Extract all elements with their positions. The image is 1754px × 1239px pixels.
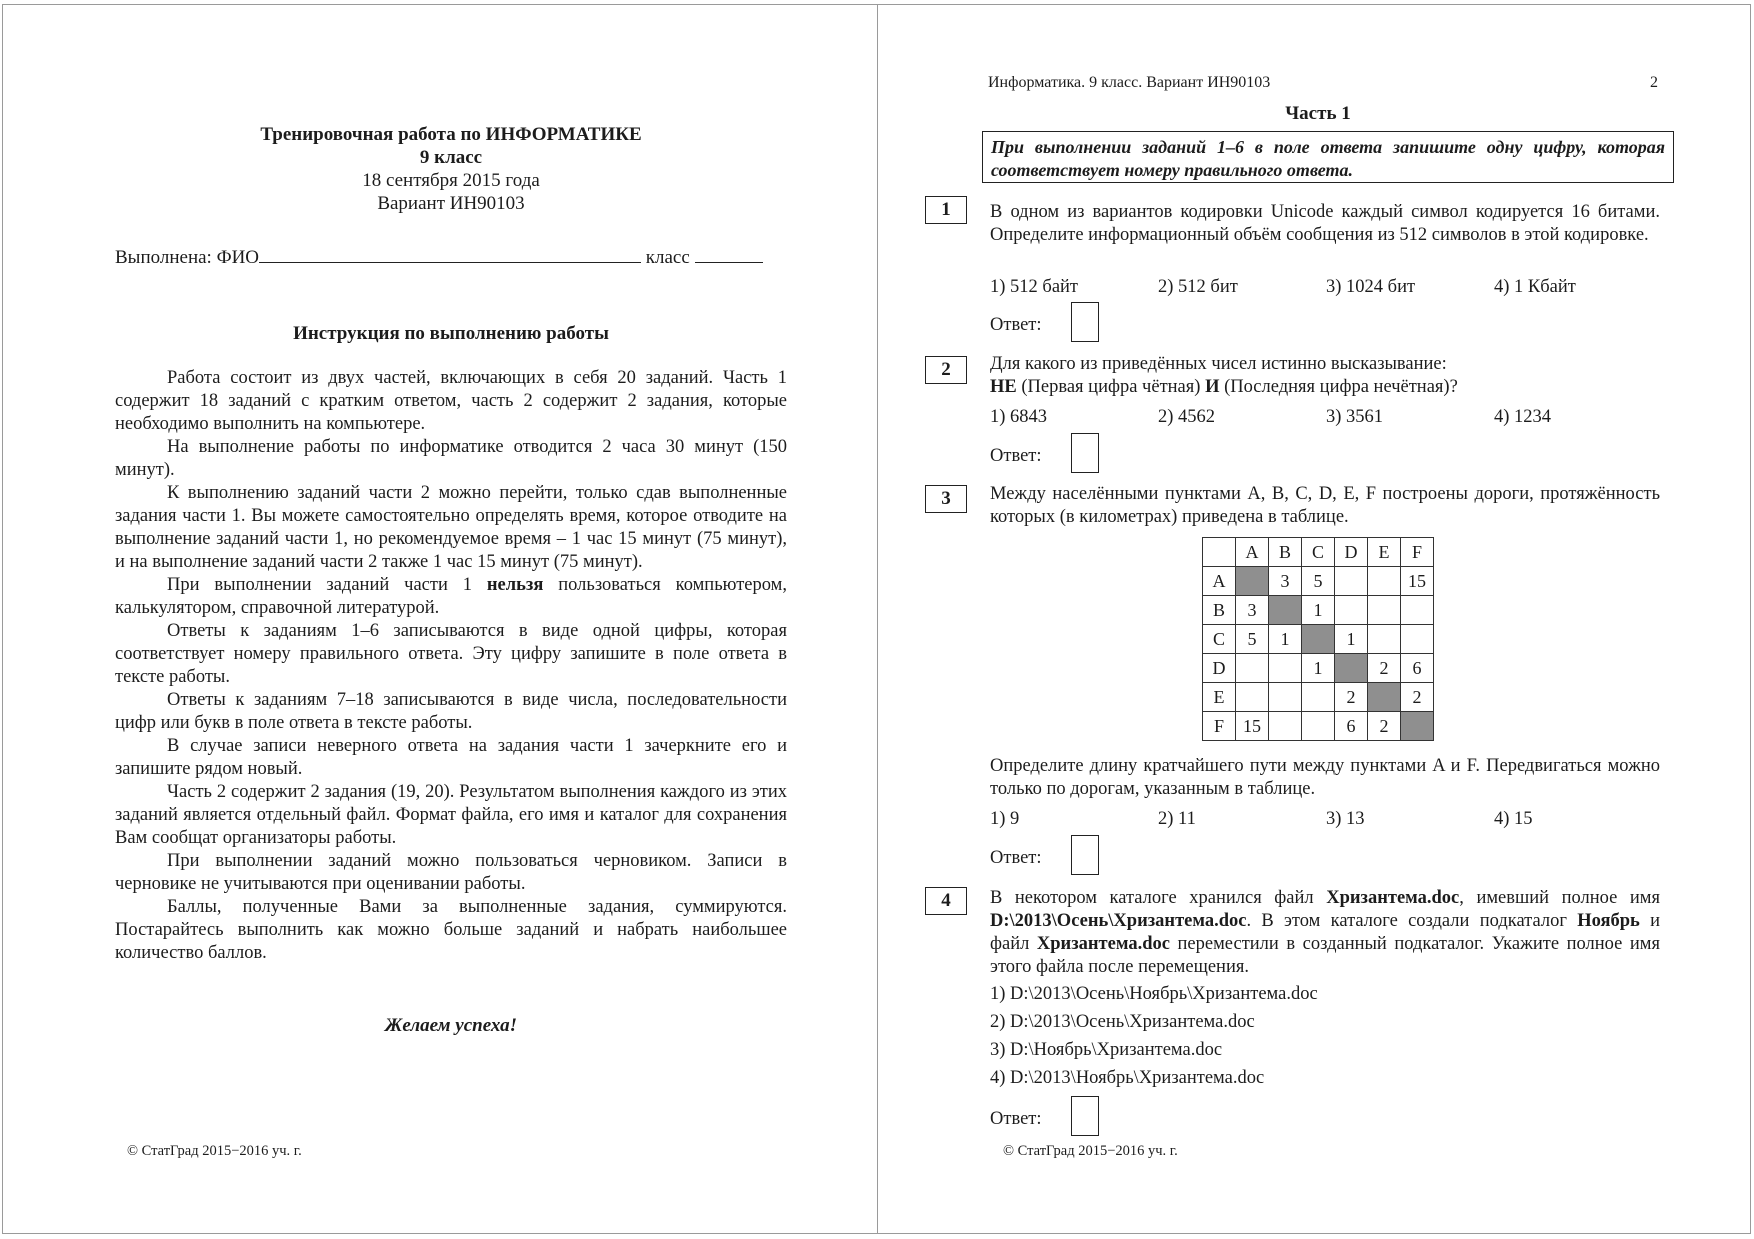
table-cell: 3 [1236, 596, 1269, 625]
option[interactable]: 4) 1234 [1494, 407, 1552, 427]
option[interactable]: 4) 1 Кбайт [1494, 277, 1576, 297]
table-cell [1269, 712, 1302, 741]
options-list [990, 980, 1318, 1092]
option[interactable]: 4) D:\2013\Ноябрь\Хризантема.doc [990, 1068, 1265, 1088]
p4-before: При выполнении заданий части 1 [167, 575, 472, 595]
q2-statement [990, 376, 1660, 399]
answer-input[interactable] [1071, 433, 1099, 473]
table-row [1203, 596, 1434, 625]
option[interactable]: 1) 6843 [990, 407, 1048, 427]
q4-file-2: Хризантема.doc [1036, 934, 1170, 954]
answer-row [990, 446, 1042, 467]
instructions-body [115, 367, 787, 965]
instruction-note: При выполнении заданий 1–6 в поле ответа запишите одну цифру, которая соответствует номеру правильного ответа. [982, 131, 1674, 183]
question-text [990, 353, 1660, 399]
table-cell: 5 [1236, 625, 1269, 654]
table-cell: 6 [1401, 654, 1434, 683]
table-header-cell: C [1302, 538, 1335, 567]
answer-row [990, 1109, 1042, 1130]
page-number: 2 [1650, 74, 1658, 91]
answer-label: Ответ: [990, 848, 1042, 868]
instruction-paragraph: На выполнение работы по информатике отводится 2 часа 30 минут (150 минут). [115, 437, 787, 480]
table-cell [1302, 683, 1335, 712]
fio-label: Выполнена: ФИО [115, 247, 260, 268]
q2-cond2: (Последняя цифра нечётная)? [1224, 377, 1458, 397]
option[interactable]: 1) D:\2013\Осень\Ноябрь\Хризантема.doc [990, 984, 1318, 1004]
question-number: 3 [925, 485, 967, 513]
option[interactable]: 3) 1024 бит [1326, 277, 1416, 297]
question-number: 1 [925, 196, 967, 224]
table-header-cell: B [1269, 538, 1302, 567]
table-cell: 1 [1335, 625, 1368, 654]
variant-label: Вариант ИН90103 [377, 193, 525, 214]
instruction-paragraph: Баллы, полученные Вами за выполненные задания, суммируются. Постарайтесь выполнить как можно больше заданий и набрать наибольшее количество баллов. [115, 897, 787, 963]
q4-t3: . В этом каталоге создали подкаталог [1246, 911, 1567, 931]
q4-t1: В некотором каталоге хранился файл [990, 888, 1314, 908]
table-header-cell: A [1236, 538, 1269, 567]
table-cell: 6 [1335, 712, 1368, 741]
instruction-paragraph: Часть 2 содержит 2 задания (19, 20). Результатом выполнения каждого из этих заданий является отдельный файл. Формат файла, его имя и каталог для сохранения Вам сообщат организаторы работы. [115, 782, 787, 848]
title-block [113, 123, 789, 215]
table-cell [1335, 654, 1368, 683]
class-line[interactable] [695, 246, 763, 263]
copyright-right: © СтатГрад 2015−2016 уч. г. [1003, 1143, 1178, 1159]
option[interactable]: 1) 9 [990, 809, 1020, 829]
table-header-cell: F [1401, 538, 1434, 567]
header-title: Информатика. 9 класс. Вариант ИН90103 [988, 74, 1271, 91]
table-header-cell: D [1335, 538, 1368, 567]
option[interactable]: 3) 13 [1326, 809, 1365, 829]
table-row [1203, 683, 1434, 712]
left-page [2, 4, 878, 1234]
q2-and: И [1205, 377, 1220, 397]
question-number: 4 [925, 887, 967, 915]
table-cell: 2 [1335, 683, 1368, 712]
q2-not: НЕ [990, 377, 1017, 397]
table-cell [1335, 596, 1368, 625]
table-cell [1302, 625, 1335, 654]
table-cell: 2 [1368, 654, 1401, 683]
answer-input[interactable] [1071, 1096, 1099, 1136]
right-page [877, 4, 1751, 1234]
p4-bold: нельзя [486, 575, 544, 595]
option[interactable]: 2) 11 [1158, 809, 1196, 829]
table-header-row [1203, 538, 1434, 567]
table-header-cell [1203, 538, 1236, 567]
table-cell [1368, 596, 1401, 625]
question-text: В одном из вариантов кодировки Unicode каждый символ кодируется 16 битами. Определите информационный объём сообщения из 512 символов в этой кодировке. [990, 202, 1660, 245]
option[interactable]: 1) 512 байт [990, 277, 1079, 297]
q4-folder: Ноябрь [1577, 911, 1640, 931]
table-cell: 1 [1302, 596, 1335, 625]
answer-row [990, 315, 1042, 336]
answer-label: Ответ: [990, 315, 1042, 335]
q4-path: D:\2013\Осень\Хризантема.doc [990, 911, 1247, 931]
question-number: 2 [925, 356, 967, 384]
q4-t2: , имевший полное имя [1459, 888, 1660, 908]
table-row-label: F [1203, 712, 1236, 741]
option[interactable]: 2) 512 бит [1158, 277, 1238, 297]
question-text: Между населёнными пунктами A, B, C, D, E, F построены дороги, протяжённость которых (в километрах) приведена в таблице. [990, 484, 1660, 527]
answer-input[interactable] [1071, 835, 1099, 875]
table-cell: 3 [1269, 567, 1302, 596]
table-cell [1401, 712, 1434, 741]
instruction-paragraph: При выполнении заданий можно пользоваться черновиком. Записи в черновике не учитываются при оценивании работы. [115, 851, 787, 894]
table-row-label: E [1203, 683, 1236, 712]
running-header [988, 74, 1658, 92]
answer-row [990, 848, 1042, 869]
class-label: класс [645, 247, 690, 268]
table-cell [1269, 596, 1302, 625]
q4-t5: переместили в созданный подкаталог. Укажите полное имя этого файла после перемещения. [990, 934, 1661, 977]
option[interactable]: 2) D:\2013\Осень\Хризантема.doc [990, 1012, 1255, 1032]
table-cell [1269, 683, 1302, 712]
instruction-paragraph: В случае записи неверного ответа на задания части 1 зачеркните его и запишите рядом новый. [115, 736, 787, 779]
table-cell [1401, 625, 1434, 654]
instruction-paragraph: Ответы к заданиям 7–18 записываются в виде числа, последовательности цифр или букв в поле ответа в тексте работы. [115, 690, 787, 733]
instruction-paragraph: Работа состоит из двух частей, включающих в себя 20 заданий. Часть 1 содержит 18 заданий с кратким ответом, часть 2 содержит 2 задания, которые необходимо выполнить на компьютере. [115, 368, 787, 434]
table-cell: 2 [1368, 712, 1401, 741]
table-row [1203, 654, 1434, 683]
table-cell: 15 [1401, 567, 1434, 596]
copyright-left: © СтатГрад 2015−2016 уч. г. [127, 1143, 302, 1159]
table-row [1203, 567, 1434, 596]
table-cell: 2 [1401, 683, 1434, 712]
table-row-label: B [1203, 596, 1236, 625]
q4-file: Хризантема.doc [1326, 888, 1460, 908]
table-cell: 1 [1269, 625, 1302, 654]
option[interactable]: 3) D:\Ноябрь\Хризантема.doc [990, 1040, 1223, 1060]
option[interactable]: 2) 4562 [1158, 407, 1216, 427]
table-cell [1302, 712, 1335, 741]
table-cell [1236, 683, 1269, 712]
table-cell [1368, 683, 1401, 712]
p4-after: пользоваться компьютером, калькулятором, справочной литературой. [115, 575, 787, 618]
table-cell [1401, 596, 1434, 625]
table-row-label: D [1203, 654, 1236, 683]
option[interactable]: 3) 3561 [1326, 407, 1384, 427]
table-cell [1236, 654, 1269, 683]
instruction-paragraph: К выполнению заданий части 2 можно перейти, только сдав выполненные задания части 1. Вы можете самостоятельно определять время, которое отводите на выполнение заданий части 1, но рекомендуемое время – 1 час 15 минут (75 минут), и на выполнение заданий части 2 также 1 час 15 минут (75 минут). [115, 483, 787, 572]
instruction-paragraph: Ответы к заданиям 1–6 записываются в виде одной цифры, которая соответствует номеру правильного ответа. Эту цифру запишите в поле ответа в тексте работы. [115, 621, 787, 687]
table-cell: 15 [1236, 712, 1269, 741]
work-title: Тренировочная работа по ИНФОРМАТИКЕ [260, 124, 642, 145]
question-text [990, 887, 1660, 979]
table-cell: 1 [1302, 654, 1335, 683]
answer-label: Ответ: [990, 446, 1042, 466]
table-row-label: C [1203, 625, 1236, 654]
table-row [1203, 625, 1434, 654]
fio-line[interactable] [259, 246, 641, 263]
q4-t4: и файл [990, 911, 1661, 954]
table-cell [1368, 567, 1401, 596]
instruction-paragraph [115, 574, 787, 620]
table-cell: 5 [1302, 567, 1335, 596]
table-cell [1236, 567, 1269, 596]
work-date: 18 сентября 2015 года [362, 170, 540, 191]
table-row [1203, 712, 1434, 741]
q3-question: Определите длину кратчайшего пути между пунктами A и F. Передвигаться можно только по дорогам, указанным в таблице. [990, 756, 1660, 799]
table-header-cell: E [1368, 538, 1401, 567]
answer-label: Ответ: [990, 1109, 1042, 1129]
table-row-label: A [1203, 567, 1236, 596]
table-cell [1368, 625, 1401, 654]
distance-table [1202, 537, 1434, 741]
part-title: Часть 1 [1285, 103, 1351, 124]
wish-text: Желаем успеха! [384, 1015, 518, 1036]
instructions-title: Инструкция по выполнению работы [293, 323, 609, 344]
answer-input[interactable] [1071, 302, 1099, 342]
table-cell [1335, 567, 1368, 596]
fio-row [115, 246, 763, 269]
q2-cond1: (Первая цифра чётная) [1021, 377, 1201, 397]
option[interactable]: 4) 15 [1494, 809, 1533, 829]
grade-title: 9 класс [419, 147, 483, 168]
q2-intro: Для какого из приведённых чисел истинно высказывание: [990, 354, 1447, 374]
table-cell [1269, 654, 1302, 683]
